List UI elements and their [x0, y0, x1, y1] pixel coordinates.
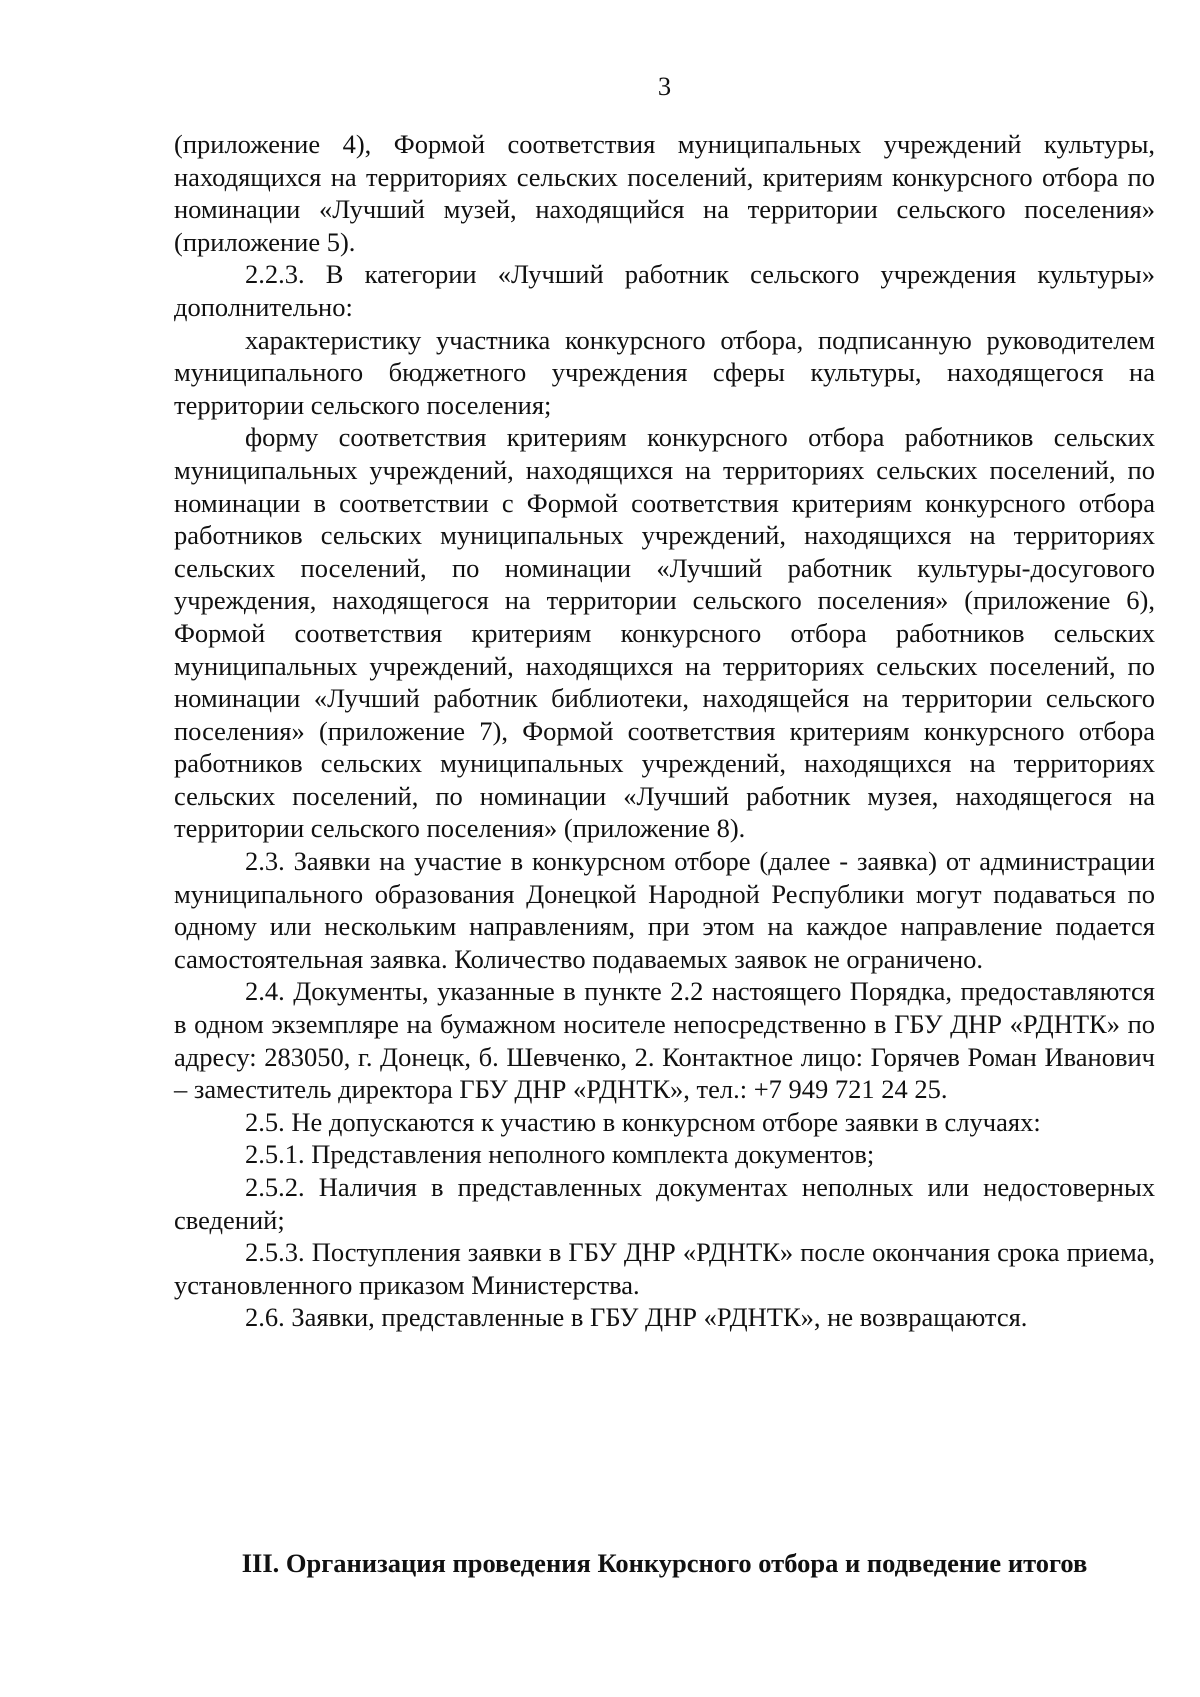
paragraph: (приложение 4), Формой соответствия муниципальных учреждений культуры, находящихся на территориях сельских поселений, критериям конкурсного отбора по номинации «Лучший музей, находящийся на территории сельского поселения» (приложение 5). — [174, 129, 1155, 257]
paragraph: 2.5.1. Представления неполного комплекта документов; — [245, 1139, 875, 1170]
paragraph: 2.5.3. Поступления заявки в ГБУ ДНР «РДНТК» после окончания срока приема, установленного приказом Министерства. — [174, 1237, 1155, 1300]
paragraph: 2.5.2. Наличия в представленных документах неполных или недостоверных сведений; — [174, 1172, 1155, 1235]
paragraph: характеристику участника конкурсного отбора, подписанную руководителем муниципального бюджетного учреждения сферы культуры, находящегося на территории сельского поселения; — [174, 324, 1155, 420]
paragraph: 2.6. Заявки, представленные в ГБУ ДНР «РДНТК», не возвращаются. — [245, 1302, 1028, 1333]
document-body — [174, 128, 1155, 1334]
document-page — [174, 0, 1155, 1697]
paragraph: 2.3. Заявки на участие в конкурсном отборе (далее - заявка) от администрации муниципального образования Донецкой Народной Республики могут подаваться по одному или нескольким направлениям, при этом на каждое направление подается самостоятельная заявка. Количество подаваемых заявок не ограничено. — [174, 846, 1155, 974]
paragraph: форму соответствия критериям конкурсного отбора работников сельских муниципальных учреждений, находящихся на территориях сельских поселений, по номинации в соответствии с Формой соответствия критериям конкурсного отбора работников сельских муниципальных учреждений, находящихся на территориях сельских поселений, по номинации «Лучший работник культуры-досугового учреждения, находящегося на территории сельского поселения» (приложение 6), Формой соответствия критериям конкурсного отбора работников сельских муниципальных учреждений, находящихся на территориях сельских поселений, по номинации «Лучший работник библиотеки, находящейся на территории сельского поселения» (приложение 7), Формой соответствия критериям конкурсного отбора работников сельских муниципальных учреждений, находящихся на территориях сельских поселений, по номинации «Лучший работник музея, находящегося на территории сельского поселения» (приложение 8). — [174, 422, 1155, 844]
section-heading: III. Организация проведения Конкурсного отбора и подведение итогов — [241, 1548, 1088, 1578]
paragraph: 2.5. Не допускаются к участию в конкурсном отборе заявки в случаях: — [245, 1106, 1041, 1137]
paragraph: 2.2.3. В категории «Лучший работник сельского учреждения культуры» дополнительно: — [174, 259, 1155, 322]
page-number: 3 — [657, 71, 672, 101]
paragraph: 2.4. Документы, указанные в пункте 2.2 настоящего Порядка, предоставляются в одном экземпляре на бумажном носителе непосредственно в ГБУ ДНР «РДНТК» по адресу: 283050, г. Донецк, б. Шевченко, 2. Контактное лицо: Горячев Роман Иванович – заместитель директора ГБУ ДНР «РДНТК», тел.: +7 949 721 24 25. — [174, 976, 1155, 1105]
